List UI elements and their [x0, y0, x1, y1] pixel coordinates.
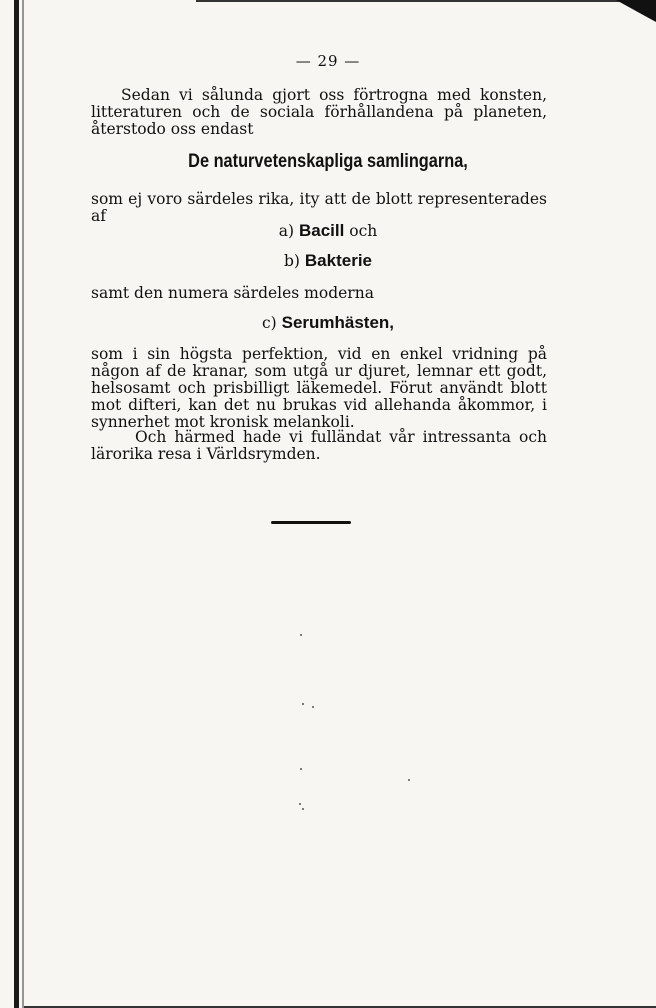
- paragraph-intro: Sedan vi sålunda gjort oss förtrogna med konsten, litteraturen och de sociala förhållandena på planeten, återstodo oss endast: [91, 86, 547, 138]
- speck: [312, 706, 314, 708]
- page-binding-shadow: [22, 0, 24, 1008]
- list-item-b: [0, 251, 656, 271]
- list-item-a: [0, 221, 656, 241]
- list-term: Bacill: [298, 221, 345, 240]
- paragraph-closing: Och härmed hade vi fulländat vår intressanta och lärorika resa i Världsrymden.: [91, 428, 547, 463]
- list-marker: c): [261, 314, 277, 332]
- speck: [299, 803, 301, 805]
- list-item-c: [0, 313, 656, 333]
- speck: [302, 703, 304, 705]
- list-suffix: och: [349, 222, 378, 240]
- speck: [300, 768, 302, 770]
- paragraph-modern: samt den numera särdeles moderna: [91, 284, 374, 302]
- page-corner: [616, 0, 656, 22]
- page-top-edge: [196, 0, 626, 2]
- section-heading: De naturvetenskapliga samlingarna,: [188, 151, 468, 172]
- speck: [408, 779, 410, 781]
- end-ornament-rule: [271, 521, 351, 524]
- list-term: Serumhästen,: [281, 313, 395, 332]
- paragraph-collections: som ej voro särdeles rika, ity att de blott representerades af: [91, 190, 547, 225]
- list-marker: a): [278, 222, 295, 240]
- speck: [300, 634, 302, 636]
- page-binding-edge: [14, 0, 19, 1008]
- paragraph-serum: som i sin högsta perfektion, vid en enkel vridning på någon af de kranar, som utgå ur djuret, lemnar ett godt, helsosamt och prisbilligt läkemedel. Förut användt blott mot difteri, kan det nu brukas vid allehanda åkommor, i synnerhet mot kronisk melankoli.: [91, 345, 547, 431]
- list-marker: b): [283, 252, 300, 270]
- speck: [302, 808, 304, 810]
- list-term: Bakterie: [304, 251, 373, 270]
- page-number: — 29 —: [295, 52, 361, 70]
